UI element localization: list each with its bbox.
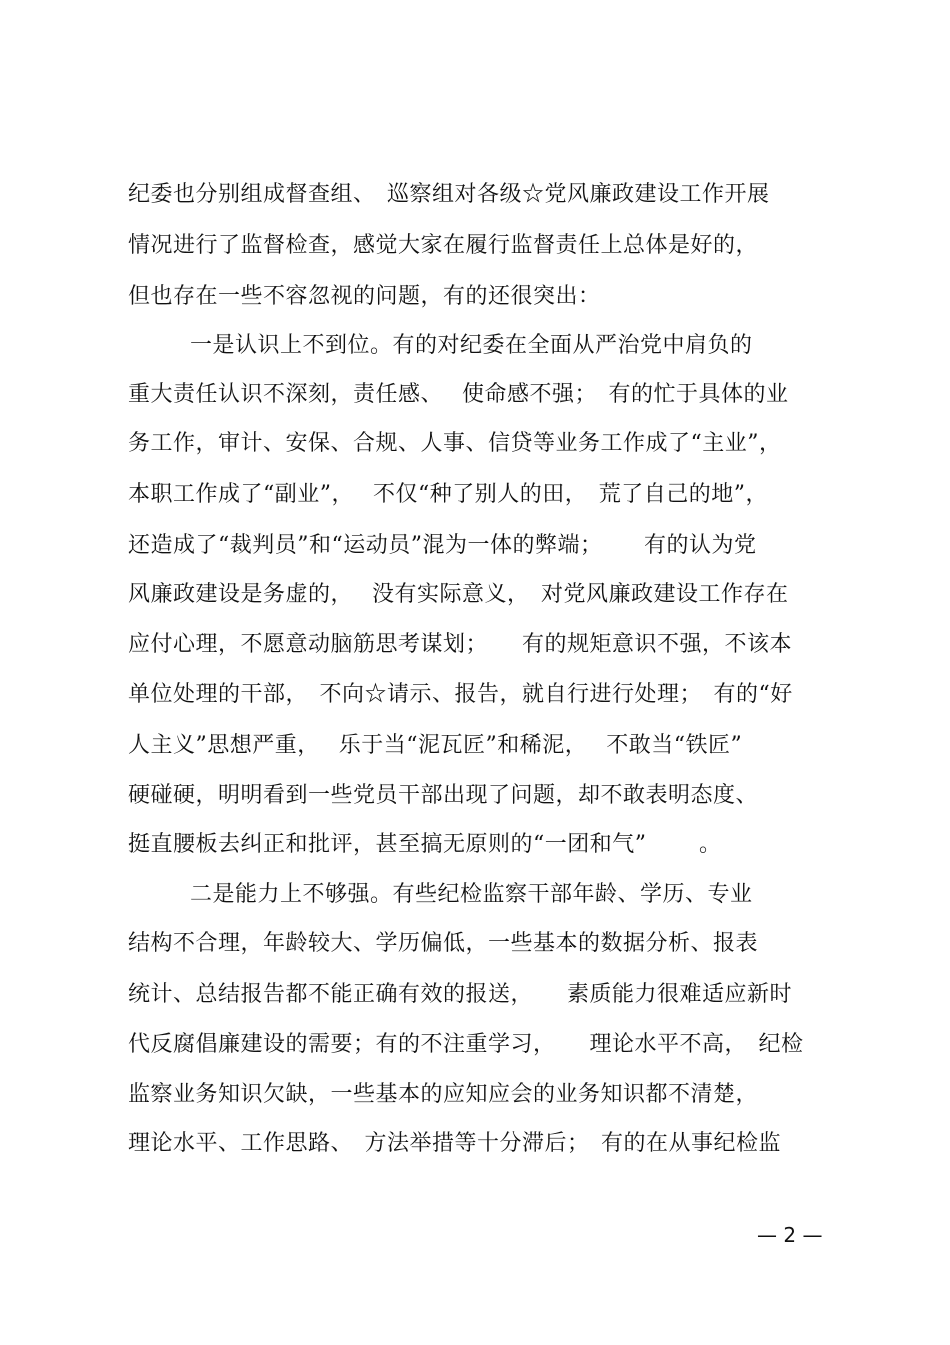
text-line-1: 纪委也分别组成督查组、 巡察组对各级☆党风廉政建设工作开展 xyxy=(128,182,770,207)
text-line-11: 单位处理的干部， 不向☆请示、报告，就自行进行处理； 有的“好 xyxy=(128,682,793,707)
text-line-12: 人主义”思想严重， 乐于当“泥瓦匠”和稀泥， 不敢当“铁匠” xyxy=(128,733,743,758)
text-line-2: 情况进行了监督检查，感觉大家在履行监督责任上总体是好的， xyxy=(128,233,759,258)
paragraph-1-first-line: 一是认识上不到位。有的对纪委在全面从严治党中肩负的 xyxy=(190,333,753,358)
text-line-14: 挺直腰板去纠正和批评，甚至搞无原则的“一团和气” 。 xyxy=(128,832,722,857)
text-line-9: 风廉政建设是务虚的， 没有实际意义， 对党风廉政建设工作存在 xyxy=(128,582,789,607)
text-line-18: 代反腐倡廉建设的需要；有的不注重学习， 理论水平不高， 纪检 xyxy=(128,1032,804,1057)
text-line-19: 监察业务知识欠缺，一些基本的应知应会的业务知识都不清楚， xyxy=(128,1082,759,1107)
text-line-3: 但也存在一些不容忽视的问题，有的还很突出： xyxy=(128,284,601,309)
text-line-20: 理论水平、工作思路、 方法举措等十分滞后； 有的在从事纪检监 xyxy=(128,1131,782,1156)
text-line-17: 统计、总结报告都不能正确有效的报送， 素质能力很难适应新时 xyxy=(128,982,793,1007)
paragraph-2-first-line: 二是能力上不够强。有些纪检监察干部年龄、学历、专业 xyxy=(190,882,753,907)
text-line-7: 本职工作成了“副业”， 不仅“种了别人的田， 荒了自己的地”， xyxy=(128,482,768,507)
text-line-8: 还造成了“裁判员”和“运动员”混为一体的弊端； 有的认为党 xyxy=(128,533,757,558)
page-number: — 2 — xyxy=(757,1223,823,1247)
text-line-13: 硬碰硬，明明看到一些党员干部出现了问题，却不敢表明态度、 xyxy=(128,783,759,808)
text-line-5: 重大责任认识不深刻，责任感、 使命感不强； 有的忙于具体的业 xyxy=(128,382,789,407)
text-line-16: 结构不合理，年龄较大、学历偏低，一些基本的数据分析、报表 xyxy=(128,931,759,956)
text-line-6: 务工作，审计、安保、合规、人事、信贷等业务工作成了“主业”， xyxy=(128,431,782,456)
text-line-10: 应付心理，不愿意动脑筋思考谋划； 有的规矩意识不强，不该本 xyxy=(128,632,793,657)
